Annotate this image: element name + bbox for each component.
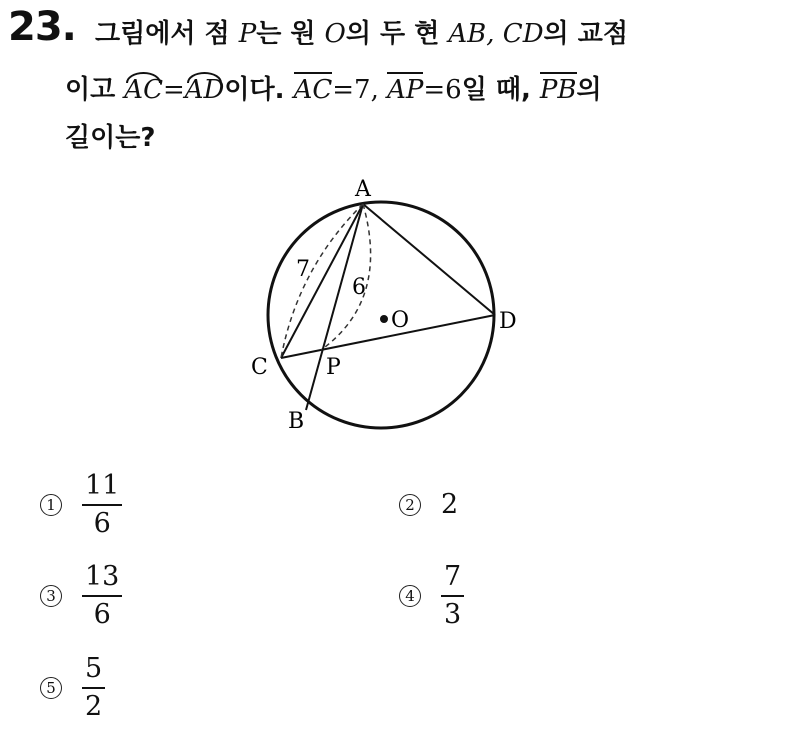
text: 의 (576, 75, 602, 105)
choice-4[interactable] (399, 561, 464, 631)
circle-o-shape (268, 202, 494, 428)
numerator: 7 (441, 561, 464, 597)
fraction (82, 470, 122, 540)
choice-marker: 2 (399, 494, 421, 516)
fraction (441, 561, 464, 631)
question-line-3: 길이는? (65, 123, 156, 153)
point-p: P (238, 19, 257, 49)
label-c: C (251, 355, 268, 380)
choice-1[interactable] (40, 470, 122, 540)
fraction (82, 653, 105, 723)
segment-ac: AC (294, 72, 333, 105)
choice-marker: 1 (40, 494, 62, 516)
question-number: 23. (8, 4, 76, 50)
text: 는 원 (256, 19, 325, 49)
denominator: 3 (444, 599, 462, 630)
question-line-1 (95, 14, 628, 54)
choice-value: 2 (441, 489, 459, 520)
label-b: B (288, 409, 305, 434)
text: 이다. (224, 75, 294, 105)
choice-marker: 3 (40, 585, 62, 607)
denominator: 6 (93, 599, 111, 630)
choice-5[interactable] (40, 653, 105, 723)
chord-cd: CD (502, 19, 544, 49)
segment-ad-line (363, 204, 495, 315)
center-dot (380, 315, 388, 323)
text: 이고 (65, 75, 125, 105)
denominator: 2 (85, 691, 103, 722)
denominator: 6 (93, 508, 111, 539)
geometry-figure (240, 170, 540, 440)
segment-ap: AP (387, 72, 423, 105)
arc-ad: AD (185, 70, 225, 110)
label-length-7: 7 (296, 257, 310, 282)
comma: , (486, 19, 503, 49)
choice-2[interactable] (399, 489, 458, 520)
label-d: D (499, 309, 517, 334)
chord-cd-line (281, 315, 495, 358)
numerator: 13 (82, 561, 122, 597)
text: 의 교점 (543, 19, 628, 49)
segment-pb: PB (540, 72, 577, 105)
comma: , (370, 75, 388, 105)
numerator: 11 (82, 470, 122, 506)
choice-marker: 5 (40, 677, 62, 699)
choice-3[interactable] (40, 561, 122, 631)
equals-7: =7 (332, 75, 371, 105)
text: 그림에서 점 (95, 19, 239, 49)
text: 일 때, (461, 75, 540, 105)
label-o: O (391, 308, 410, 333)
fraction (82, 561, 122, 631)
label-length-6: 6 (352, 275, 366, 300)
circle-o: O (324, 19, 346, 49)
label-p: P (326, 355, 341, 380)
choice-marker: 4 (399, 585, 421, 607)
chord-ab: AB (448, 19, 487, 49)
label-a: A (355, 177, 371, 202)
arc-ac: AC (124, 70, 163, 110)
equals-6: =6 (423, 75, 462, 105)
question-line-2 (65, 70, 602, 110)
text: 의 두 현 (345, 19, 449, 49)
segment-ac-line (281, 204, 363, 358)
equals: = (162, 75, 185, 105)
numerator: 5 (82, 653, 105, 689)
